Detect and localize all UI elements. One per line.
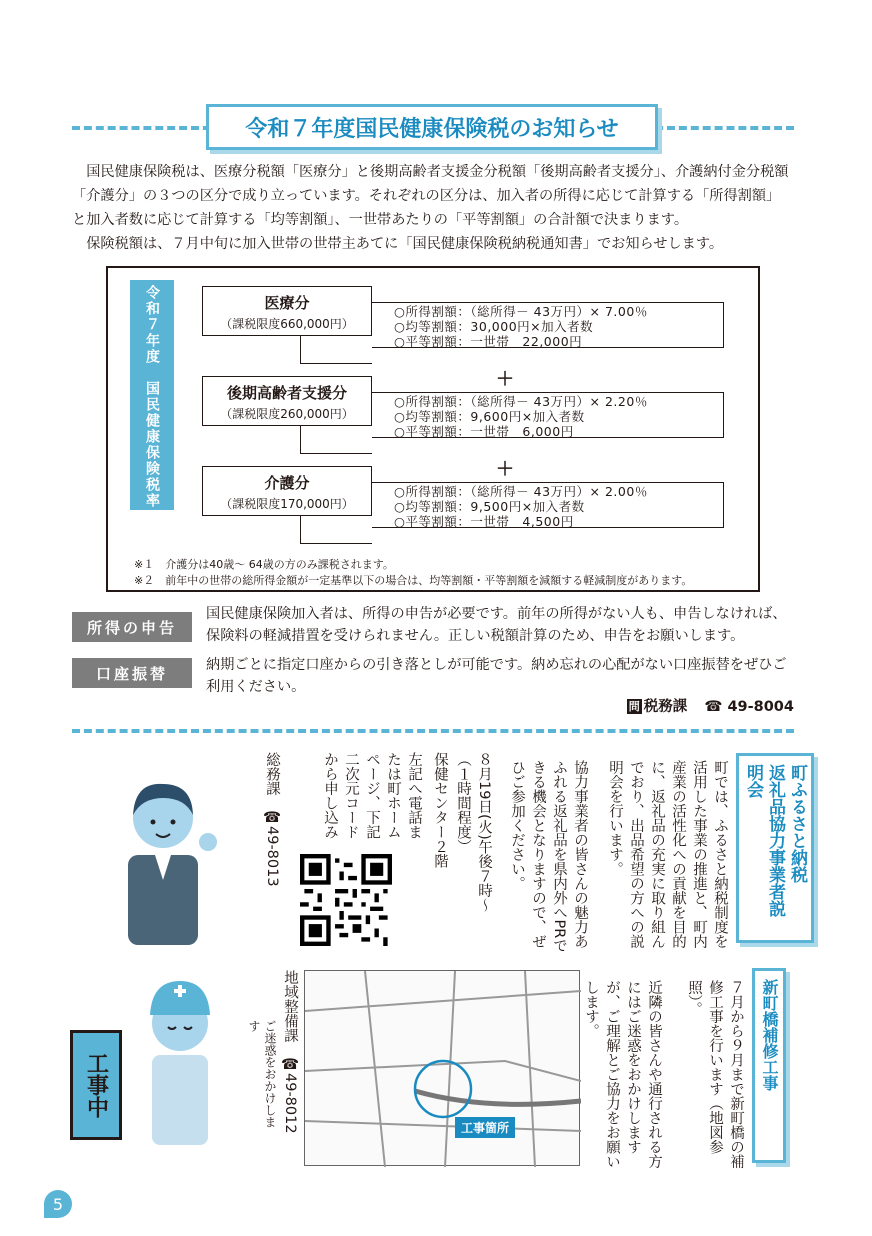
apply-info: 左記へ電話または町ホームページ、下記二次元コードから申し込み bbox=[322, 752, 422, 839]
account-text: 納期ごとに指定口座からの引き落としが可能です。納め忘れの心配がない口座振替をぜひご利用ください。 bbox=[206, 657, 787, 695]
dept-name: 税務課 bbox=[643, 699, 688, 715]
footnote: ※１ 介護分は40歳～ 64歳の方のみ課税されます。 bbox=[134, 558, 394, 571]
income-tag: 所得の申告 bbox=[72, 612, 192, 642]
detail-line: ○均等割額：9,600円×加入者数 bbox=[394, 409, 585, 424]
detail-line: ○所得割額：（総所得－ 43万円）× 7.00％ bbox=[394, 304, 648, 319]
qr-code[interactable] bbox=[300, 854, 392, 946]
event-place: 保健センター２階 bbox=[432, 752, 448, 868]
paragraph: 協力事業者の皆さんの魅力あふれる返礼品を県内外へPRできる機会となりますので、ぜひご参加ください。 bbox=[509, 760, 588, 953]
furusato-body bbox=[590, 760, 730, 960]
account-tag: 口座振替 bbox=[72, 658, 192, 688]
category-box bbox=[202, 466, 372, 516]
businessman-illustration bbox=[100, 760, 230, 950]
event-duration: （１時間程度） bbox=[455, 752, 471, 854]
furusato-body2 bbox=[500, 760, 590, 960]
page-title: 令和７年度国民健康保険税のお知らせ bbox=[206, 104, 658, 150]
bridge-contact: 地域整備課 ☎49‐8012 bbox=[282, 970, 298, 1134]
heading-line: 町ふるさと納税 bbox=[787, 764, 807, 883]
inquiry-icon: 問 bbox=[628, 700, 640, 713]
construction-sign: 工事中 bbox=[70, 1030, 122, 1140]
detail-line: ○所得割額：（総所得－ 43万円）× 2.20％ bbox=[394, 394, 648, 409]
page-number: 5 bbox=[44, 1190, 72, 1218]
footnote: ※２ 前年中の世帯の総所得金額が一定基準以下の場合は、均等割額・平等割額を減額する軽減制度があります。 bbox=[134, 574, 693, 587]
category-limit: （課税限度260,000円） bbox=[220, 407, 354, 421]
speech-text: ご迷惑をおかけします bbox=[247, 1020, 277, 1128]
detail-line: ○平等割額：一世帯 22,000円 bbox=[394, 334, 583, 349]
category-limit: （課税限度170,000円） bbox=[220, 497, 354, 511]
detail-line: ○均等割額：30,000円×加入者数 bbox=[394, 319, 594, 334]
phone: ☎ 49‐8004 bbox=[704, 699, 794, 715]
bridge-body2: 近隣の皆さんや通行される方にはご迷惑をおかけしますが、ご理解とご協力をお願いします。 bbox=[583, 980, 662, 1169]
detail-line: ○均等割額：9,500円×加入者数 bbox=[394, 499, 585, 514]
heading-line: 返礼品協力事業者説明会 bbox=[743, 764, 785, 917]
map-graphic bbox=[305, 971, 581, 1167]
detail-line: ○所得割額：（総所得－ 43万円）× 2.00％ bbox=[394, 484, 648, 499]
category-name: 医療分 bbox=[264, 294, 310, 312]
event-info bbox=[450, 752, 494, 947]
tax-contact bbox=[627, 695, 794, 716]
intro bbox=[72, 160, 794, 256]
category-box bbox=[202, 376, 372, 426]
furusato-heading bbox=[736, 753, 814, 943]
connector bbox=[300, 426, 372, 454]
category-box bbox=[202, 286, 372, 336]
detail-line: ○平等割額：一世帯 4,500円 bbox=[394, 514, 574, 529]
category-name: 介護分 bbox=[264, 474, 310, 492]
category-limit: （課税限度660,000円） bbox=[220, 317, 354, 331]
category-detail bbox=[372, 482, 724, 528]
income-text: 国民健康保険加入者は、所得の申告が必要です。前年の所得がない人も、申告しなければ、保険料の軽減措置を受けられません。正しい税額計算のため、申告をお願いします。 bbox=[206, 606, 787, 644]
event-date: ８月19日(火)午後７時～ bbox=[476, 752, 492, 913]
intro-paragraph: 国民健康保険税は、医療分税額「医療分」と後期高齢者支援金分税額「後期高齢者支援分」、介護納付金分税額「介護分」の３つの区分で成り立っています。それぞれの区分は、加入者の所得に応じて計算する「所得割額」と加入者数に応じて計算する「均等割額」、一世帯あたりの「平等割額」の合計額で決まります。 bbox=[72, 164, 789, 228]
category-detail bbox=[372, 392, 724, 438]
category-detail bbox=[372, 302, 724, 348]
divider bbox=[72, 729, 794, 733]
bridge-heading: 新町橋補修工事 bbox=[752, 968, 786, 1163]
construction-map bbox=[304, 970, 580, 1166]
connector bbox=[300, 336, 372, 364]
category-name: 後期高齢者支援分 bbox=[226, 384, 347, 402]
furusato-contact: 総務課 ☎49‐8013 bbox=[264, 752, 280, 887]
plus-sign: ＋ bbox=[496, 369, 514, 390]
detail-line: ○平等割額：一世帯 6,000円 bbox=[394, 424, 574, 439]
bridge-body: ７月から９月まで新町橋の補修工事を行います（地図参照）。 bbox=[686, 980, 744, 1169]
worker-illustration bbox=[130, 975, 230, 1160]
paragraph: 町では、ふるさと納税制度を活用した事業の推進と、町内産業の活性化への貢献を目的に、返礼品の充実に取り組んでおり、出品希望の方への説明会を行います。 bbox=[607, 760, 728, 949]
tax-rate-table bbox=[106, 266, 760, 592]
intro-paragraph: 保険税額は、７月中旬に加入世帯の世帯主あてに「国民健康保険税納税通知書」でお知らせします。 bbox=[86, 236, 724, 252]
construction-label: 工事箇所 bbox=[455, 1117, 515, 1138]
connector bbox=[300, 516, 372, 544]
rate-label: 令和７年度 国民健康保険税率 bbox=[130, 280, 174, 510]
plus-sign: ＋ bbox=[496, 459, 514, 480]
